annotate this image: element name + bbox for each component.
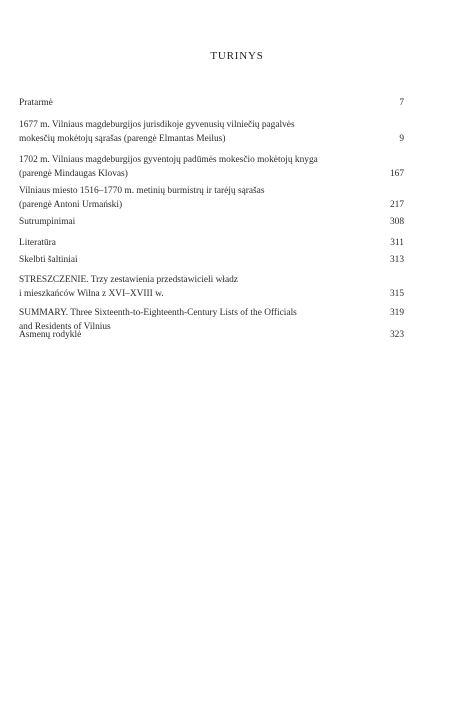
toc-entry-line: 1677 m. Vilniaus magdeburgijos jurisdikoje gyvenusių vilniečių pagalvės xyxy=(19,120,295,130)
toc-entry-page-number: 315 xyxy=(389,289,404,299)
toc-entry-line: SUMMARY. Three Sixteenth-to-Eighteenth-Century Lists of the Officials xyxy=(19,308,297,318)
toc-entry-published-sources xyxy=(19,253,404,267)
toc-entry-page-number: 9 xyxy=(399,134,404,144)
toc-entry-line: Pratarmė xyxy=(19,98,53,108)
toc-entry-line: Sutrumpinimai xyxy=(19,217,76,227)
toc-entry-line: mokesčių mokėtojų sąrašas (parengė Elmantas Meilus) xyxy=(19,134,226,144)
toc-entry-line: Asmenų rodyklė xyxy=(19,330,82,340)
toc-entry-burmistrai-list xyxy=(19,184,404,212)
toc-entry-line: and Residents of Vilnius xyxy=(19,322,111,332)
toc-entry-page-number: 319 xyxy=(389,308,404,318)
toc-entry-title xyxy=(19,118,349,146)
toc-entry-title xyxy=(19,215,349,229)
toc-entry-title xyxy=(19,236,349,250)
toc-entry-line: (parengė Mindaugas Klovas) xyxy=(19,169,128,179)
toc-entry-title xyxy=(19,273,349,301)
toc-entry-line: Vilniaus miesto 1516–1770 m. metinių burmistrų ir tarėjų sąrašas xyxy=(19,186,265,196)
toc-entry-1702-book xyxy=(19,153,404,181)
toc-entry-streszczenie xyxy=(19,273,404,301)
toc-entry-title xyxy=(19,184,349,212)
toc-entry-title xyxy=(19,253,349,267)
toc-entry-line: STRESZCZENIE. Trzy zestawienia przedstawicieli władz xyxy=(19,275,238,285)
toc-entry-page-number: 217 xyxy=(389,200,404,210)
toc-entry-page-number: 311 xyxy=(390,238,404,248)
toc-entry-title xyxy=(19,153,349,181)
toc-entry-page-number: 313 xyxy=(389,255,404,265)
toc-entry-literature xyxy=(19,236,404,250)
toc-entry-line: Skelbti šaltiniai xyxy=(19,255,78,265)
toc-entry-index xyxy=(19,328,404,342)
toc-entry-title xyxy=(19,328,349,342)
toc-entry-line: Literatūra xyxy=(19,238,56,248)
toc-entry-page-number: 308 xyxy=(389,217,404,227)
toc-entry-line: (parengė Antoni Urmański) xyxy=(19,200,123,210)
toc-entry-page-number: 167 xyxy=(389,169,404,179)
toc-entry-title xyxy=(19,96,349,110)
toc-entry-preface xyxy=(19,96,404,110)
toc-entry-line: i mieszkańców Wilna z XVI–XVIII w. xyxy=(19,289,164,299)
toc-entry-abbreviations xyxy=(19,215,404,229)
toc-entry-page-number: 323 xyxy=(389,330,404,340)
toc-entry-1677-list xyxy=(19,118,404,146)
page-title: TURINYS xyxy=(210,50,264,62)
toc-entry-page-number: 7 xyxy=(399,98,404,108)
toc-entry-line: 1702 m. Vilniaus magdeburgijos gyventojų padūmės mokesčio mokėtojų knyga xyxy=(19,155,318,165)
